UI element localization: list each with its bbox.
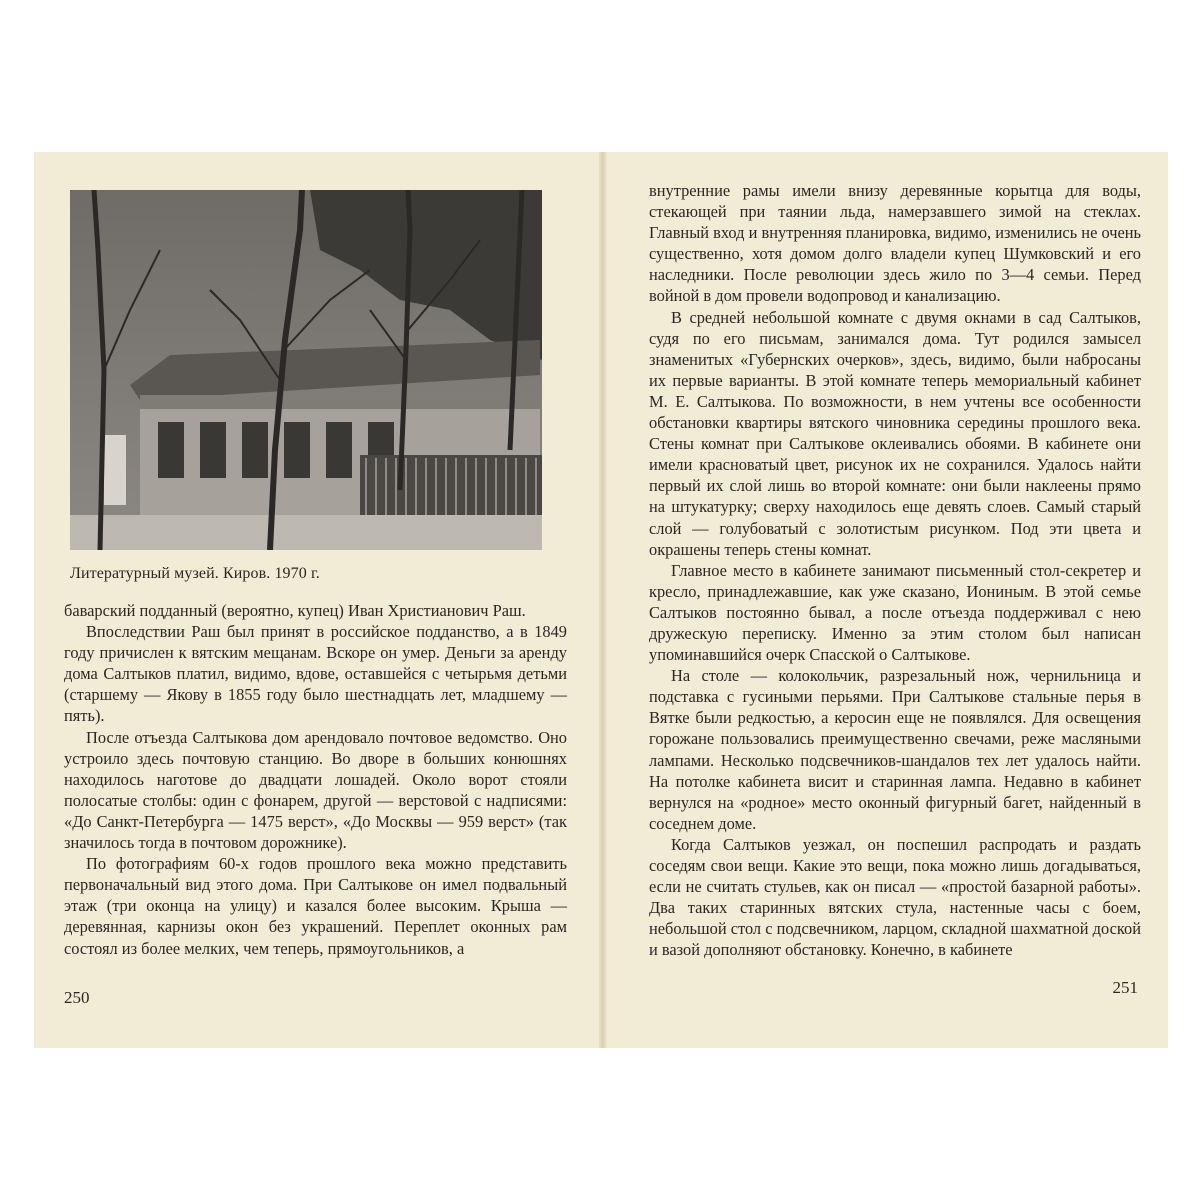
museum-photo — [70, 190, 542, 550]
left-page — [34, 152, 604, 1048]
paragraph: Впоследствии Раш был принят в российское подданство, а в 1849 году причислен к вятским мещанам. Вскоре он умер. Деньги за аренду дома Салтыков платил, видимо, вдове, оставшейся с четырьмя детьми (старшему — Якову в 1855 году было шестнадцать лет, младшему — пять). — [64, 622, 567, 726]
paragraph: После отъезда Салтыкова дом арендовало почтовое ведомство. Оно устроило здесь почтовую станцию. Во дворе в больших конюшнях находилось наготове до двадцати лошадей. Около ворот стояли полосатые столбы: один с фонарем, другой — верстовой с надписями: «До Санкт-Петербурга — 1475 верст», «До Москвы — 959 верст» (так значилось тогда в почтовом дорожнике). — [64, 727, 567, 853]
paragraph: В средней небольшой комнате с двумя окнами в сад Салтыков, судя по его письмам, занимался дома. Тут родился замысел знаменитых «Губернских очерков», здесь, видимо, были набросаны их первые варианты. В этой комнате теперь мемориальный кабинет М. Е. Салтыкова. По возможности, в нем учтены все особенности обстановки квартиры вятского чиновника середины прошлого века. Стены комнат при Салтыкове оклеивались обоями. В кабинете они имели красноватый цвет, рисунок их не сохранился. Удалось найти первый их слой лишь во второй комнате: они были наклеены прямо на штукатурку; сверху находилось еще девять слоев. Самый старый слой — голубоватый с золотистым рисунком. Под эти цвета и окрашены теперь стены комнат. — [649, 307, 1141, 559]
paragraph: Главное место в кабинете занимают письменный стол-секретер и кресло, принадлежавшие, как уже сказано, Иониным. В этой семье Салтыков постоянно бывал, а после отъезда поддерживал с нею дружескую переписку. Именно за этим столом был написан упоминавшийся очерк Спасской о Салтыкове. — [649, 560, 1141, 665]
paragraph: По фотографиям 60-х годов прошлого века можно представить первоначальный вид этого дома. При Салтыкове он имел подвальный этаж (три оконца на улицу) и казался более высоким. Крыша — деревянная, карнизы окон без украшений. Переплет оконных рам состоял из более мелких, чем теперь, прямоугольников, а — [64, 854, 567, 958]
left-page-text — [64, 600, 567, 959]
right-page — [609, 152, 1168, 1048]
page-number: 251 — [1112, 978, 1138, 997]
paragraph: внутренние рамы имели внизу деревянные корытца для воды, стекающей при таянии льда, намерзавшего зимой на стеклах. Главный вход и внутренняя планировка, видимо, изменились не очень существенно, хотя домом долго владели купец Шумковский и его наследники. После революции здесь жило по 3—4 семьи. Перед войной в дом провели водопровод и канализацию. — [649, 181, 1141, 306]
page-number: 250 — [64, 988, 90, 1007]
book-spread — [34, 152, 1168, 1048]
right-page-text — [649, 180, 1141, 960]
photo-caption: Литературный музей. Киров. 1970 г. — [70, 565, 320, 582]
paragraph: баварский подданный (вероятно, купец) Иван Христианович Раш. — [64, 601, 526, 620]
paragraph: На столе — колокольчик, разрезальный нож, чернильница и подставка с гусиными перьями. При Салтыкове стальные перья в Вятке были редкостью, а керосин еще не появлялся. Для освещения горожане пользовались преимущественно свечами, реже масляными лампами. Несколько подсвечников-шандалов тех лет удалось найти. На потолке кабинета висит и старинная лампа. Недавно в кабинет вернулся на «родное» место оконный фигурный багет, найденный в соседнем доме. — [649, 666, 1141, 833]
paragraph: Когда Салтыков уезжал, он поспешил распродать и раздать соседям свои вещи. Какие это вещи, пока можно лишь догадываться, если не считать стульев, как он писал — «простой базарной работы». Два таких старинных вятских стула, настенные часы с боем, небольшой стол с подсвечником, ларцом, складной шахматной доской и вазой дополняют обстановку. Конечно, в кабинете — [649, 834, 1141, 960]
